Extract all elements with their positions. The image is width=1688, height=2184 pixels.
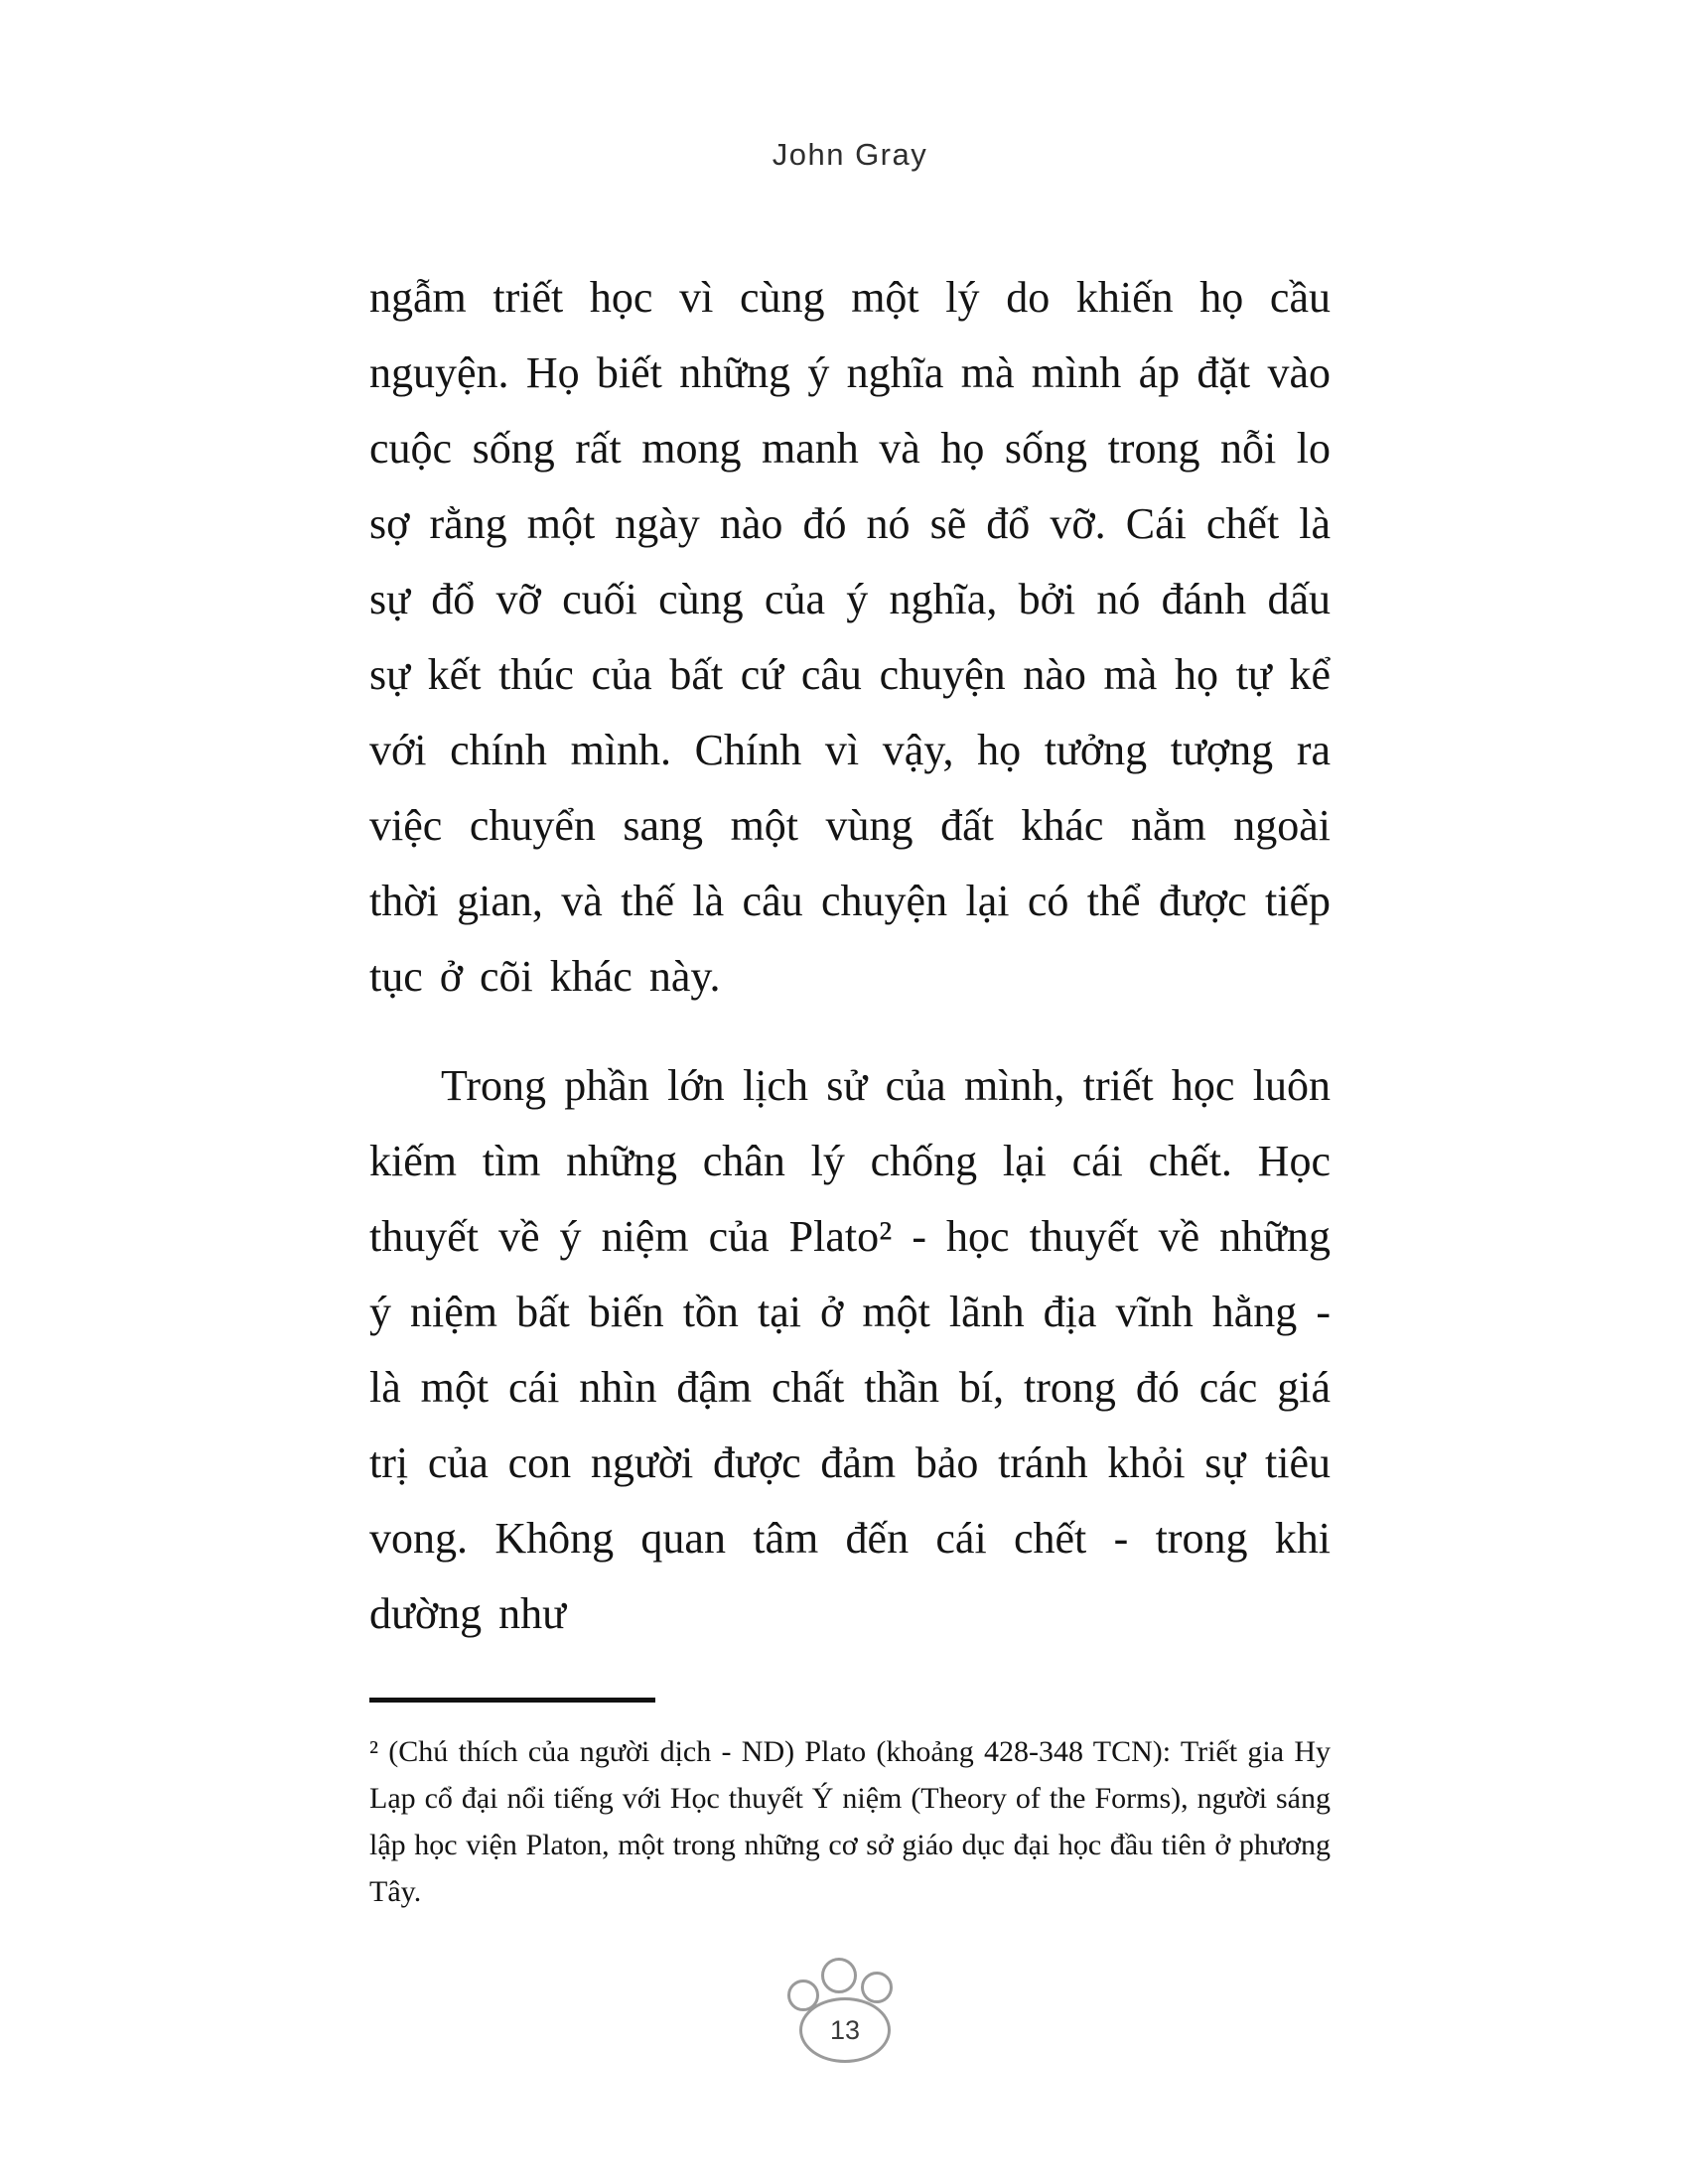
footnote-separator [369, 1698, 655, 1703]
paragraph: Trong phần lớn lịch sử của mình, triết học luôn kiếm tìm những chân lý chống lại cái chết. Học thuyết về ý niệm của Plato² - học thuyết về những ý niệm bất biến tồn tại ở một lãnh địa vĩnh hằng - là một cái nhìn đậm chất thần bí, trong đó các giá trị của con người được đảm bảo tránh khỏi sự tiêu vong. Không quan tâm đến cái chết - trong khi dường như [369, 1061, 1331, 1638]
paragraph: ngẫm triết học vì cùng một lý do khiến họ cầu nguyện. Họ biết những ý nghĩa mà mình áp đặt vào cuộc sống rất mong manh và họ sống trong nỗi lo sợ rằng một ngày nào đó nó sẽ đổ vỡ. Cái chết là sự đổ vỡ cuối cùng của ý nghĩa, bởi nó đánh dấu sự kết thúc của bất cứ câu chuyện nào mà họ tự kể với chính mình. Chính vì vậy, họ tưởng tượng ra việc chuyển sang một vùng đất khác nằm ngoài thời gian, và thế là câu chuyện lại có thể được tiếp tục ở cõi khác này. [369, 273, 1331, 1001]
paw-toe-icon [821, 1958, 857, 1993]
running-header: John Gray [772, 137, 928, 172]
page-number: 13 [829, 2014, 861, 2045]
footnote-text: ² (Chú thích của người dịch - ND) Plato (khoảng 428-348 TCN): Triết gia Hy Lạp cổ đại nổi tiếng với Học thuyết Ý niệm (Theory of the Forms), người sáng lập học viện Platon, một trong những cơ sở giáo dục đại học đầu tiên ở phương Tây. [369, 1735, 1331, 1908]
paw-toe-icon [861, 1972, 893, 2003]
body-text [369, 260, 1331, 1915]
paw-pad-icon [799, 1997, 891, 2063]
footnote [369, 1698, 1331, 1915]
page-footer [0, 1958, 1688, 2067]
paw-print-icon [785, 1958, 903, 2067]
